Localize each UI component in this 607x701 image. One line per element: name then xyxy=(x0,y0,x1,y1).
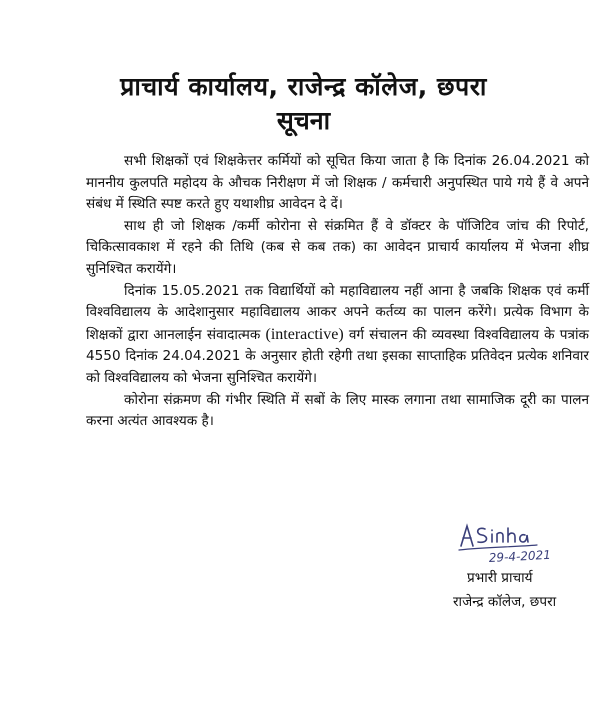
svg-text:29-4-2021: 29-4-2021 xyxy=(488,547,552,565)
paragraph-1: सभी शिक्षकों एवं शिक्षकेत्तर कर्मियों को सूचित किया जाता है कि दिनांक 26.04.2021 को माननीय कुलपति महोदय के औचक निरीक्षण में जो शिक्षक / कर्मचारी अनुपस्थित पाये गये हैं वे अपने संबंध में स्थिति स्पष्ट करते हुए यथाशीघ्र आवेदन दे दें। xyxy=(86,153,589,213)
signatory-institution: राजेन्द्र कॉलेज, छपरा xyxy=(453,594,557,610)
paragraph-3: दिनांक 15.05.2021 तक विद्यार्थियों को महाविद्यालय नहीं आना है जबकि शिक्षक एवं कर्मी विश्वविद्यालय के आदेशानुसार महाविद्यालय आकर अपने कर्तव्य का पालन करेंगे। प्रत्येक विभाग के शिक्षकों द्वारा आनलाईन संवादात्मक (interactive) वर्ग संचालन की व्यवस्था विश्वविद्यालय के पत्रांक 4550 दिनांक 24.04.2021 के अनुसार होती रहेगी तथा इसका साप्ताहिक प्रतिवेदन प्रत्येक शनिवार को विश्वविद्यालय को भेजना सुनिश्चित करायेंगे। xyxy=(86,282,589,386)
signatory-designation: प्रभारी प्राचार्य xyxy=(467,570,533,586)
handwritten-signature xyxy=(455,520,585,566)
signature-block xyxy=(453,566,603,614)
notice-body xyxy=(86,151,589,433)
notice-subheading: सूचना xyxy=(276,106,331,135)
notice-heading: प्राचार्य कार्यालय, राजेन्द्र कॉलेज, छपरा xyxy=(120,72,487,101)
paragraph-4: कोरोना संक्रमण की गंभीर स्थिति में सबों के लिए मास्क लगाना तथा सामाजिक दूरी का पालन करना अत्यंत आवश्यक है। xyxy=(86,391,589,430)
paragraph-2: साथ ही जो शिक्षक /कर्मी कोरोना से संक्रमित हैं वे डॉक्टर के पॉजिटिव जांच की रिपोर्ट, चिकित्सावकाश में रहने की तिथि (कब से कब तक) का आवेदन प्राचार्य कार्यालय में भेजना शीघ्र सुनिश्चित करायेंगे। xyxy=(86,217,589,277)
english-term: (interactive) xyxy=(265,325,344,343)
